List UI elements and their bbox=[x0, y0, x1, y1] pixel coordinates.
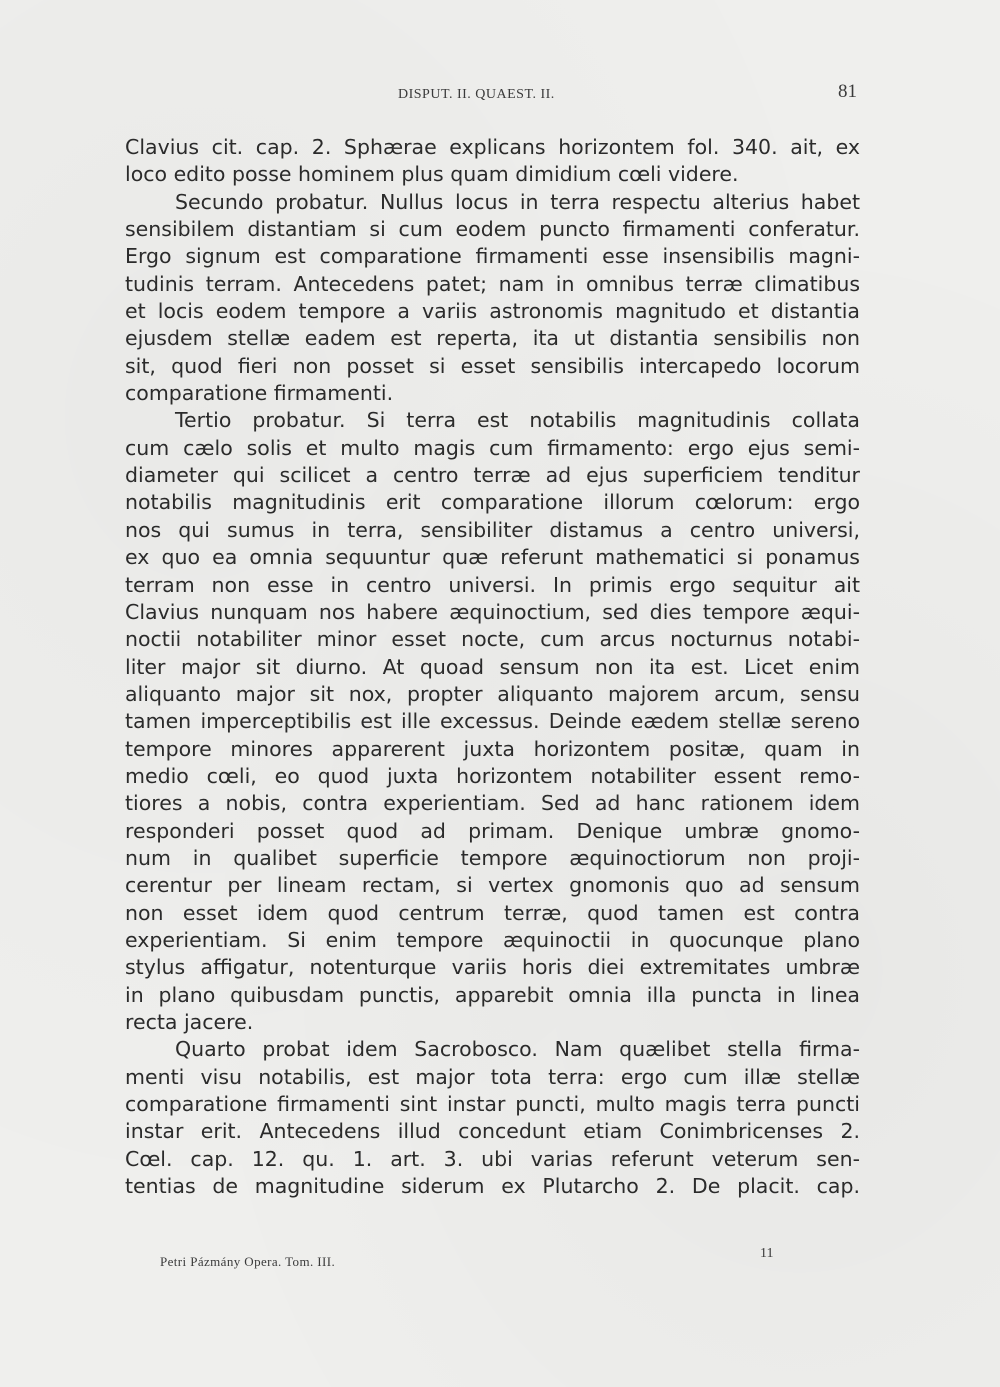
text-line: sensibilem distantiam si cum eodem puncto firmamenti conferatur. bbox=[125, 217, 860, 242]
text-line: recta jacere. bbox=[125, 1010, 254, 1034]
text-line: aliquanto major sit nox, propter aliquanto majorem arcum, sensu bbox=[125, 681, 860, 706]
footer-signature: Petri Pázmány Opera. Tom. III. bbox=[160, 1254, 336, 1269]
text-line: cerentur per lineam rectam, si vertex gnomonis quo ad sensum bbox=[125, 873, 860, 898]
text-line: Clavius nunquam nos habere æquinoctium, sed dies tempore æqui- bbox=[125, 599, 860, 624]
text-line: noctii notabiliter minor esset nocte, cum arcus nocturnus notabi- bbox=[125, 627, 860, 652]
text-line: num in qualibet superficie tempore æquinoctiorum non proji- bbox=[125, 845, 860, 870]
text-line: ejusdem stellæ eadem est reperta, ita ut distantia sensibilis non bbox=[125, 326, 860, 351]
text-line: ex quo ea omnia sequuntur quæ referunt mathematici si ponamus bbox=[125, 545, 860, 570]
text-line: terram non esse in centro universi. In primis ergo sequitur ait bbox=[125, 572, 860, 597]
page-number: 81 bbox=[838, 81, 857, 102]
text-line: Secundo probatur. Nullus locus in terra respectu alterius habet bbox=[175, 189, 860, 214]
running-head: DISPUT. II. QUAEST. II. bbox=[398, 87, 555, 102]
text-line: tentias de magnitudine siderum ex Plutarcho 2. De placit. cap. bbox=[125, 1174, 860, 1199]
text-line: cum cælo solis et multo magis cum firmamento: ergo ejus semi- bbox=[125, 435, 860, 460]
text-line: tempore minores apparerent juxta horizontem positæ, quam in bbox=[125, 736, 860, 761]
text-line: Tertio probatur. Si terra est notabilis magnitudinis collata bbox=[175, 408, 860, 433]
text-line: Cœl. cap. 12. qu. 1. art. 3. ubi varias referunt veterum sen- bbox=[125, 1146, 860, 1171]
text-line: comparatione firmamenti sint instar puncti, multo magis terra puncti bbox=[125, 1092, 860, 1117]
text-line: in plano quibusdam punctis, apparebit omnia illa puncta in linea bbox=[125, 982, 860, 1007]
text-line: Clavius cit. cap. 2. Sphærae explicans horizontem fol. 340. ait, ex bbox=[125, 135, 860, 159]
text-line: diameter qui scilicet a centro terræ ad ejus superficiem tenditur bbox=[125, 463, 860, 488]
text-line: Quarto probat idem Sacrobosco. Nam quælibet stella firma- bbox=[175, 1037, 860, 1062]
text-line: et locis eodem tempore a variis astronomis magnitudo et distantia bbox=[125, 299, 860, 324]
text-line: tudinis terram. Antecedens patet; nam in omnibus terræ climatibus bbox=[125, 271, 860, 296]
text-line: comparatione firmamenti. bbox=[125, 381, 394, 406]
text-line: sit, quod fieri non posset si esset sensibilis intercapedo locorum bbox=[125, 353, 860, 378]
text-line: stylus affigatur, notenturque variis horis diei extremitates umbræ bbox=[125, 955, 860, 980]
text-line: non esset idem quod centrum terræ, quod tamen est contra bbox=[125, 900, 860, 925]
text-line: tiores a nobis, contra experientiam. Sed ad hanc rationem idem bbox=[125, 791, 860, 816]
text-line: responderi posset quod ad primam. Denique umbræ gnomo- bbox=[125, 818, 860, 843]
text-line: nos qui sumus in terra, sensibiliter distamus a centro universi, bbox=[125, 517, 860, 542]
text-line: instar erit. Antecedens illud concedunt etiam Conimbricenses 2. bbox=[125, 1119, 860, 1144]
text-line: loco edito posse hominem plus quam dimidium cœli videre. bbox=[125, 162, 739, 187]
footer-sheet-number: 11 bbox=[760, 1246, 774, 1261]
text-line: experientiam. Si enim tempore æquinoctii in quocunque plano bbox=[125, 927, 860, 952]
text-line: tamen imperceptibilis est ille excessus. Deinde eædem stellæ sereno bbox=[125, 709, 860, 734]
text-line: Ergo signum est comparatione firmamenti esse insensibilis magni- bbox=[125, 244, 860, 269]
text-line: liter major sit diurno. At quoad sensum non ita est. Licet enim bbox=[125, 654, 860, 679]
text-line: menti visu notabilis, est major tota terra: ergo cum illæ stellæ bbox=[125, 1064, 860, 1089]
text-line: notabilis magnitudinis erit comparatione illorum cœlorum: ergo bbox=[125, 490, 860, 515]
body-text bbox=[125, 134, 860, 1200]
text-line: medio cœli, eo quod juxta horizontem notabiliter essent remo- bbox=[125, 763, 860, 788]
